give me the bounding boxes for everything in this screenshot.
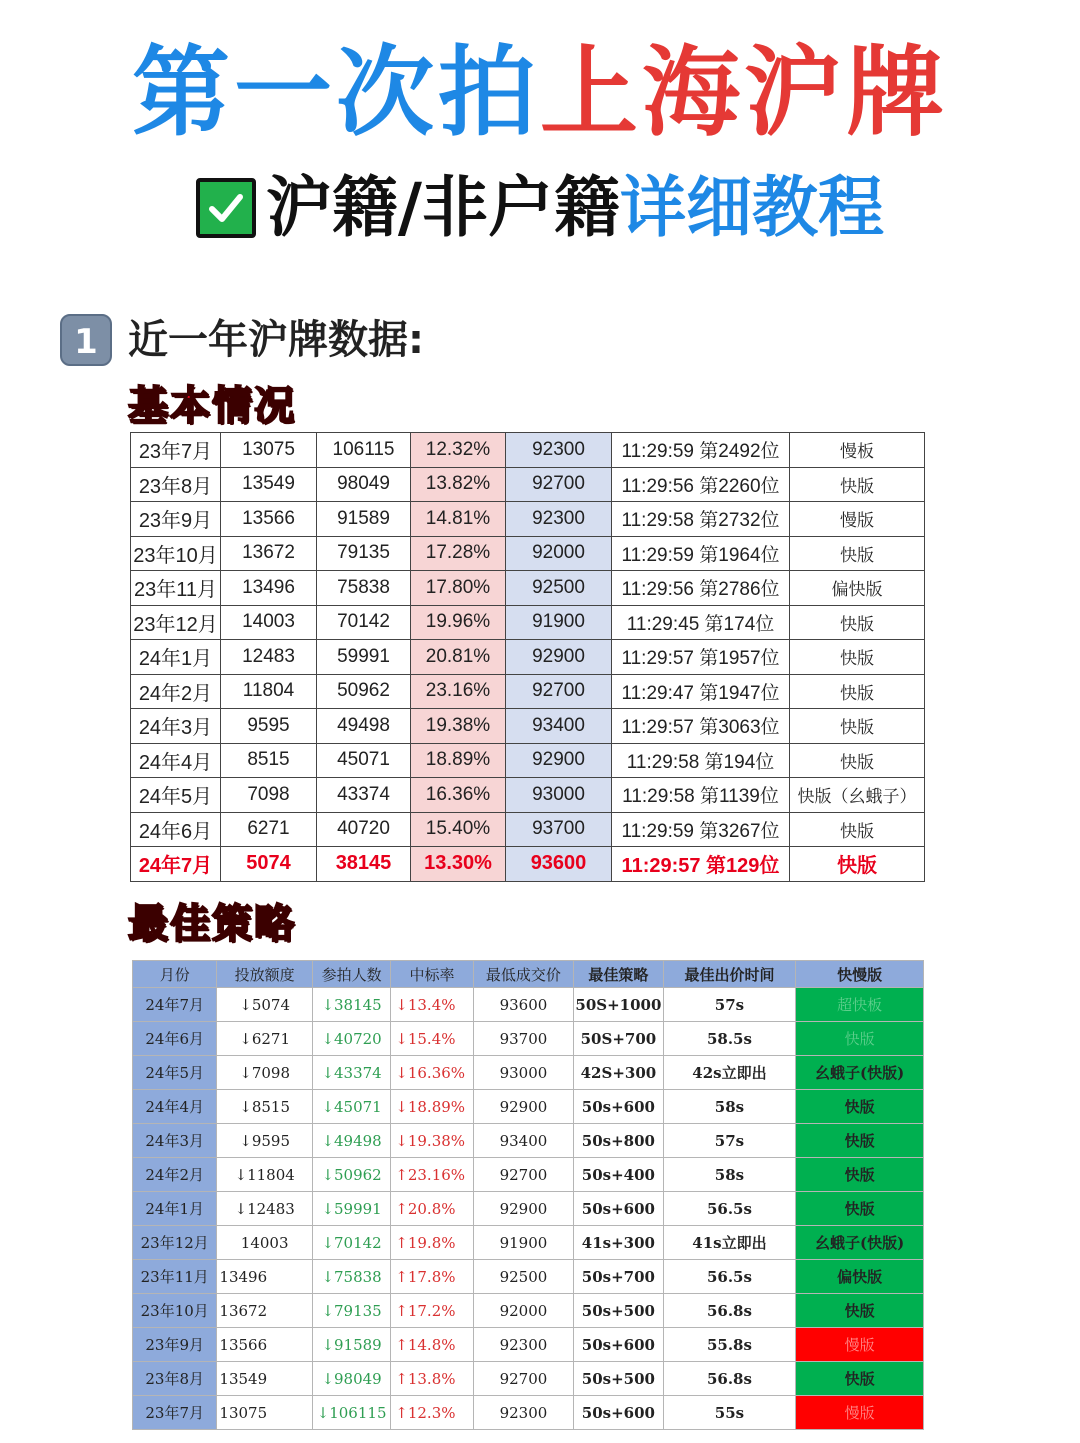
cell-lowest-price: 92700	[473, 1362, 574, 1396]
cell-participants: 70142	[317, 605, 411, 640]
column-header: 最佳策略	[574, 961, 663, 988]
cell-participants: ↓49498	[312, 1124, 390, 1158]
cell-win-rate: 15.40%	[411, 812, 506, 847]
cell-month: 23年8月	[133, 1362, 217, 1396]
cell-best-bid-time: 56.5s	[663, 1192, 796, 1226]
table-row	[133, 1294, 924, 1328]
cell-win-rate: 13.30%	[411, 847, 506, 882]
cell-version: 快版	[790, 536, 925, 571]
cell-participants: ↓75838	[312, 1260, 390, 1294]
cell-participants: 45071	[317, 743, 411, 778]
cell-participants: ↓106115	[312, 1396, 390, 1430]
cell-bid-time: 11:29:58 第194位	[612, 743, 790, 778]
cell-quota: ↓9595	[217, 1124, 312, 1158]
cell-bid-time: 11:29:47 第1947位	[612, 674, 790, 709]
table-row	[131, 433, 925, 468]
cell-month: 24年2月	[133, 1158, 217, 1192]
cell-win-rate: 13.82%	[411, 467, 506, 502]
cell-month: 23年9月	[131, 502, 221, 537]
cell-quota: 11804	[221, 674, 317, 709]
cell-quota: 13075	[217, 1396, 312, 1430]
cell-lowest-price: 92900	[473, 1192, 574, 1226]
cell-version: 快版（幺蛾子）	[790, 778, 925, 813]
column-header: 最佳出价时间	[663, 961, 796, 988]
cell-quota: 13672	[217, 1294, 312, 1328]
check-icon	[196, 178, 256, 238]
cell-month: 24年6月	[131, 812, 221, 847]
cell-version: 慢版	[796, 1396, 924, 1430]
cell-win-rate: ↓16.36%	[391, 1056, 473, 1090]
cell-win-rate: 23.16%	[411, 674, 506, 709]
cell-win-rate: ↑17.8%	[391, 1260, 473, 1294]
cell-best-strategy: 50s+500	[574, 1294, 663, 1328]
cell-best-strategy: 50S+700	[574, 1022, 663, 1056]
cell-lowest-price: 93600	[506, 847, 612, 882]
cell-best-bid-time: 56.8s	[663, 1362, 796, 1396]
cell-version: 偏快版	[796, 1260, 924, 1294]
cell-quota: 14003	[221, 605, 317, 640]
cell-win-rate: ↑12.3%	[391, 1396, 473, 1430]
cell-month: 23年12月	[131, 605, 221, 640]
cell-win-rate: 12.32%	[411, 433, 506, 468]
cell-bid-time: 11:29:58 第1139位	[612, 778, 790, 813]
cell-version: 超快板	[796, 988, 924, 1022]
cell-participants: 98049	[317, 467, 411, 502]
cell-quota: 7098	[221, 778, 317, 813]
cell-win-rate: 19.38%	[411, 709, 506, 744]
cell-participants: ↓98049	[312, 1362, 390, 1396]
table-row	[131, 709, 925, 744]
cell-quota: 13496	[221, 571, 317, 606]
table-row	[133, 1192, 924, 1226]
cell-win-rate: 14.81%	[411, 502, 506, 537]
cell-win-rate: ↓18.89%	[391, 1090, 473, 1124]
cell-best-strategy: 50s+700	[574, 1260, 663, 1294]
cell-participants: ↓79135	[312, 1294, 390, 1328]
cell-participants: 91589	[317, 502, 411, 537]
cell-participants: ↓50962	[312, 1158, 390, 1192]
cell-win-rate: ↓15.4%	[391, 1022, 473, 1056]
cell-participants: ↓59991	[312, 1192, 390, 1226]
cell-month: 23年10月	[131, 536, 221, 571]
cell-best-strategy: 50s+600	[574, 1328, 663, 1362]
cell-quota: 13549	[221, 467, 317, 502]
cell-version: 快版	[790, 640, 925, 675]
cell-best-bid-time: 58s	[663, 1158, 796, 1192]
cell-best-bid-time: 58s	[663, 1090, 796, 1124]
cell-version: 快版	[796, 1124, 924, 1158]
title-part-red: 上海沪牌	[540, 36, 949, 150]
cell-version: 慢版	[796, 1328, 924, 1362]
cell-participants: 43374	[317, 778, 411, 813]
column-header: 中标率	[391, 961, 473, 988]
cell-participants: 75838	[317, 571, 411, 606]
cell-quota: 13672	[221, 536, 317, 571]
cell-win-rate: ↑19.8%	[391, 1226, 473, 1260]
cell-quota: ↓8515	[217, 1090, 312, 1124]
table-row	[131, 536, 925, 571]
cell-lowest-price: 92700	[506, 467, 612, 502]
cell-win-rate: ↓19.38%	[391, 1124, 473, 1158]
cell-month: 24年1月	[133, 1192, 217, 1226]
cell-quota: ↓12483	[217, 1192, 312, 1226]
cell-participants: 40720	[317, 812, 411, 847]
cell-win-rate: ↑20.8%	[391, 1192, 473, 1226]
table-row	[131, 847, 925, 882]
cell-version: 快版	[790, 605, 925, 640]
cell-quota: 13566	[217, 1328, 312, 1362]
cell-participants: 59991	[317, 640, 411, 675]
column-header: 参拍人数	[312, 961, 390, 988]
cell-best-strategy: 41s+300	[574, 1226, 663, 1260]
table-row	[131, 640, 925, 675]
cell-participants: 49498	[317, 709, 411, 744]
cell-lowest-price: 92000	[473, 1294, 574, 1328]
cell-version: 快版	[796, 1294, 924, 1328]
cell-version: 幺蛾子(快版)	[796, 1056, 924, 1090]
table-row	[133, 1226, 924, 1260]
cell-version: 快版	[796, 1362, 924, 1396]
cell-quota: 13549	[217, 1362, 312, 1396]
cell-lowest-price: 93400	[473, 1124, 574, 1158]
cell-best-bid-time: 56.8s	[663, 1294, 796, 1328]
page-title	[0, 38, 1080, 148]
cell-lowest-price: 93700	[506, 812, 612, 847]
cell-quota: 14003	[217, 1226, 312, 1260]
subtitle-part-blue: 详细教程	[620, 169, 885, 246]
cell-win-rate: ↑14.8%	[391, 1328, 473, 1362]
cell-best-strategy: 42S+300	[574, 1056, 663, 1090]
cell-best-strategy: 50s+600	[574, 1192, 663, 1226]
cell-win-rate: 17.28%	[411, 536, 506, 571]
cell-participants: 106115	[317, 433, 411, 468]
basic-data-table	[130, 432, 925, 882]
cell-lowest-price: 92300	[506, 433, 612, 468]
cell-lowest-price: 92900	[473, 1090, 574, 1124]
cell-win-rate: 19.96%	[411, 605, 506, 640]
cell-month: 23年7月	[133, 1396, 217, 1430]
table-row	[133, 1260, 924, 1294]
cell-version: 快版	[790, 743, 925, 778]
cell-quota: 12483	[221, 640, 317, 675]
cell-best-strategy: 50s+400	[574, 1158, 663, 1192]
cell-bid-time: 11:29:59 第2492位	[612, 433, 790, 468]
cell-quota: 13075	[221, 433, 317, 468]
cell-lowest-price: 92500	[473, 1260, 574, 1294]
cell-version: 慢板	[790, 433, 925, 468]
table-row	[133, 988, 924, 1022]
cell-lowest-price: 92300	[473, 1396, 574, 1430]
cell-version: 快版	[796, 1090, 924, 1124]
cell-month: 24年6月	[133, 1022, 217, 1056]
cell-bid-time: 11:29:57 第129位	[612, 847, 790, 882]
cell-month: 24年5月	[133, 1056, 217, 1090]
cell-quota: 5074	[221, 847, 317, 882]
cell-best-bid-time: 56.5s	[663, 1260, 796, 1294]
cell-lowest-price: 93000	[506, 778, 612, 813]
cell-lowest-price: 91900	[506, 605, 612, 640]
cell-month: 23年7月	[131, 433, 221, 468]
cell-lowest-price: 93700	[473, 1022, 574, 1056]
cell-month: 23年12月	[133, 1226, 217, 1260]
cell-month: 23年11月	[133, 1260, 217, 1294]
table-row	[133, 1090, 924, 1124]
cell-lowest-price: 92700	[506, 674, 612, 709]
cell-lowest-price: 92900	[506, 743, 612, 778]
strategy-table	[132, 960, 924, 1430]
cell-bid-time: 11:29:56 第2786位	[612, 571, 790, 606]
label-strategy: 最佳策略	[128, 901, 296, 947]
cell-lowest-price: 93000	[473, 1056, 574, 1090]
table-row	[131, 502, 925, 537]
cell-version: 快版	[790, 812, 925, 847]
cell-best-strategy: 50s+800	[574, 1124, 663, 1158]
cell-best-strategy: 50s+500	[574, 1362, 663, 1396]
cell-version: 快版	[790, 467, 925, 502]
cell-win-rate: 20.81%	[411, 640, 506, 675]
table-row	[133, 1396, 924, 1430]
cell-lowest-price: 92000	[506, 536, 612, 571]
cell-participants: ↓43374	[312, 1056, 390, 1090]
cell-quota: 13496	[217, 1260, 312, 1294]
table-row	[133, 1328, 924, 1362]
cell-version: 快版	[790, 847, 925, 882]
cell-month: 24年1月	[131, 640, 221, 675]
cell-month: 24年2月	[131, 674, 221, 709]
cell-bid-time: 11:29:57 第3063位	[612, 709, 790, 744]
cell-quota: 8515	[221, 743, 317, 778]
table-row	[131, 778, 925, 813]
label-basic: 基本情况	[128, 383, 296, 429]
cell-best-bid-time: 57s	[663, 1124, 796, 1158]
cell-participants: ↓38145	[312, 988, 390, 1022]
subtitle-part-dark: 沪籍/非户籍	[265, 169, 621, 246]
cell-best-strategy: 50s+600	[574, 1396, 663, 1430]
cell-month: 23年8月	[131, 467, 221, 502]
cell-version: 快版	[796, 1022, 924, 1056]
cell-month: 23年10月	[133, 1294, 217, 1328]
cell-month: 24年5月	[131, 778, 221, 813]
section-title: 近一年沪牌数据:	[128, 317, 424, 363]
cell-win-rate: 18.89%	[411, 743, 506, 778]
cell-participants: 79135	[317, 536, 411, 571]
cell-month: 24年4月	[131, 743, 221, 778]
cell-lowest-price: 92300	[473, 1328, 574, 1362]
cell-participants: ↓70142	[312, 1226, 390, 1260]
cell-month: 24年3月	[133, 1124, 217, 1158]
table-row	[131, 605, 925, 640]
cell-best-bid-time: 55s	[663, 1396, 796, 1430]
cell-bid-time: 11:29:58 第2732位	[612, 502, 790, 537]
cell-quota: 9595	[221, 709, 317, 744]
table-row	[131, 743, 925, 778]
cell-best-strategy: 50s+600	[574, 1090, 663, 1124]
cell-quota: 6271	[221, 812, 317, 847]
cell-quota: ↓6271	[217, 1022, 312, 1056]
cell-quota: 13566	[221, 502, 317, 537]
page-subtitle	[0, 169, 1080, 246]
cell-lowest-price: 92700	[473, 1158, 574, 1192]
cell-version: 偏快版	[790, 571, 925, 606]
cell-version: 幺蛾子(快版)	[796, 1226, 924, 1260]
column-header: 快慢版	[796, 961, 924, 988]
cell-participants: 50962	[317, 674, 411, 709]
cell-bid-time: 11:29:59 第1964位	[612, 536, 790, 571]
cell-month: 24年7月	[131, 847, 221, 882]
cell-quota: ↓11804	[217, 1158, 312, 1192]
column-header: 月份	[133, 961, 217, 988]
cell-participants: 38145	[317, 847, 411, 882]
cell-win-rate: ↑23.16%	[391, 1158, 473, 1192]
cell-month: 24年4月	[133, 1090, 217, 1124]
table-row	[133, 1124, 924, 1158]
cell-quota: ↓7098	[217, 1056, 312, 1090]
cell-participants: ↓40720	[312, 1022, 390, 1056]
cell-bid-time: 11:29:57 第1957位	[612, 640, 790, 675]
cell-month: 24年3月	[131, 709, 221, 744]
table-row	[133, 1022, 924, 1056]
table-row	[133, 1362, 924, 1396]
cell-win-rate: 17.80%	[411, 571, 506, 606]
cell-version: 快版	[796, 1158, 924, 1192]
cell-version: 慢版	[790, 502, 925, 537]
column-header: 最低成交价	[473, 961, 574, 988]
table-row	[131, 674, 925, 709]
cell-month: 23年11月	[131, 571, 221, 606]
cell-lowest-price: 92500	[506, 571, 612, 606]
column-header: 投放额度	[217, 961, 312, 988]
cell-win-rate: ↑17.2%	[391, 1294, 473, 1328]
table-row	[133, 1158, 924, 1192]
cell-bid-time: 11:29:45 第174位	[612, 605, 790, 640]
cell-lowest-price: 92300	[506, 502, 612, 537]
cell-lowest-price: 93400	[506, 709, 612, 744]
cell-best-bid-time: 41s立即出	[663, 1226, 796, 1260]
table-row	[131, 467, 925, 502]
cell-win-rate: ↓13.4%	[391, 988, 473, 1022]
cell-participants: ↓45071	[312, 1090, 390, 1124]
cell-win-rate: ↑13.8%	[391, 1362, 473, 1396]
cell-best-bid-time: 55.8s	[663, 1328, 796, 1362]
cell-quota: ↓5074	[217, 988, 312, 1022]
cell-version: 快版	[790, 674, 925, 709]
cell-best-bid-time: 57s	[663, 988, 796, 1022]
table-row	[133, 1056, 924, 1090]
table-row	[131, 812, 925, 847]
title-part-blue: 第一次拍	[131, 36, 540, 150]
cell-lowest-price: 92900	[506, 640, 612, 675]
cell-best-bid-time: 58.5s	[663, 1022, 796, 1056]
cell-bid-time: 11:29:59 第3267位	[612, 812, 790, 847]
section-number-badge: 1	[60, 314, 112, 366]
cell-version: 快版	[790, 709, 925, 744]
cell-bid-time: 11:29:56 第2260位	[612, 467, 790, 502]
cell-best-bid-time: 42s立即出	[663, 1056, 796, 1090]
cell-month: 24年7月	[133, 988, 217, 1022]
cell-best-strategy: 50S+1000	[574, 988, 663, 1022]
cell-month: 23年9月	[133, 1328, 217, 1362]
cell-win-rate: 16.36%	[411, 778, 506, 813]
cell-version: 快版	[796, 1192, 924, 1226]
cell-participants: ↓91589	[312, 1328, 390, 1362]
cell-lowest-price: 91900	[473, 1226, 574, 1260]
cell-lowest-price: 93600	[473, 988, 574, 1022]
table-row	[131, 571, 925, 606]
